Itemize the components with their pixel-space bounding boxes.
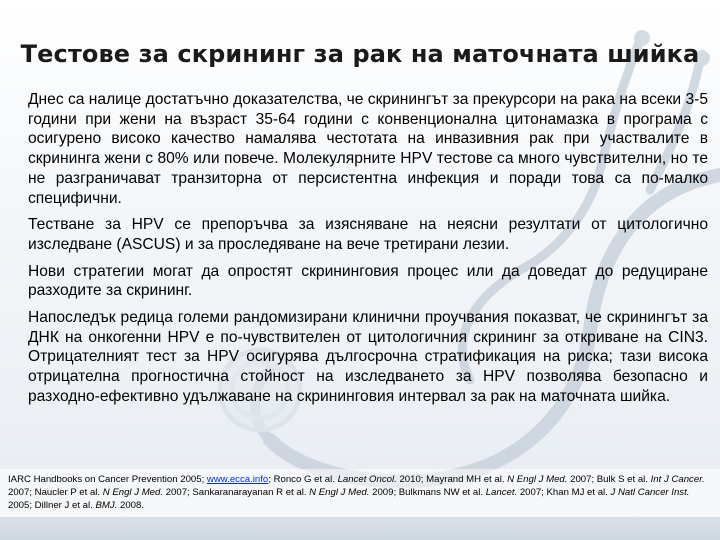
references: [8, 473, 714, 512]
journal-name: Int J Cancer.: [650, 474, 705, 485]
journal-name: Lancet Oncol.: [337, 474, 397, 485]
page-title: Тестове за скрининг за рак на маточната шийка: [20, 40, 700, 68]
journal-name: N Engl J Med.: [507, 474, 568, 485]
ref-text: 2007; Naucler P et al.: [8, 487, 103, 498]
ref-text: 2007; Sankaranarayanan R et al.: [163, 487, 310, 498]
body-text: [28, 90, 708, 414]
ref-text: 2009; Bulkmans NW et al.: [369, 487, 486, 498]
footer-bar: [0, 517, 720, 540]
ref-text: 2007; Bulk S et al.: [567, 474, 651, 485]
ref-text: 2007; Khan MJ et al.: [517, 487, 611, 498]
ref-text: 2005; Dillner J et al.: [8, 500, 96, 511]
paragraph-2: Тестване за HPV се препоръчва за изясняване на неясни резултати от цитологично изследване (ASCUS) и за проследяване на вече третирани лезии.: [28, 216, 708, 253]
journal-name: Lancet.: [485, 487, 518, 498]
journal-name: J Natl Cancer Inst.: [610, 487, 690, 498]
ref-text: ; Ronco G et al.: [268, 474, 338, 485]
ref-text: IARC Handbooks on Cancer Prevention 2005;: [8, 474, 207, 485]
paragraph-3: Нови стратегии могат да опростят скрининговия процес или да доведат до редуциране разходите за скрининг.: [28, 262, 708, 300]
journal-name: N Engl J Med.: [102, 487, 164, 498]
journal-name: BMJ.: [95, 500, 118, 511]
paragraph-4: Напоследък редица големи рандомизирани клинични проучвания показват, че скринингът за ДНК на онкогенни HPV е по-чувствителен от цитологичния скрининг за откриване на CIN3. Отрицателният тест за HPV осигурява дългосрочна стратификация на риска; тази висока отрицателна прогностична стойност на изследването за HPV позволява безопасно и разходно-ефективно удължаване на скрининговия интервал за рак на маточната шийка.: [28, 309, 708, 405]
paragraph-1: Днес са налице достатъчно доказателства, че скринингът за прекурсори на рака на всеки 3-5 години при жени на възраст 35-64 години с конвенционална цитонамазка в програма с осигурено високо качество намалява честотата на инвазивния рак при участвалите в скрининга жени с 80% или повече. Молекулярните HPV тестове са много чувствителни, но те не разграничават транзиторна от персистентна инфекция и поради това са по-малко специфични.: [28, 91, 708, 207]
ref-text: 2010; Mayrand MH et al.: [396, 474, 508, 485]
ref-text: 2008.: [117, 500, 145, 511]
journal-name: N Engl J Med.: [309, 487, 370, 498]
ecca-link[interactable]: www.ecca.info: [206, 474, 269, 485]
